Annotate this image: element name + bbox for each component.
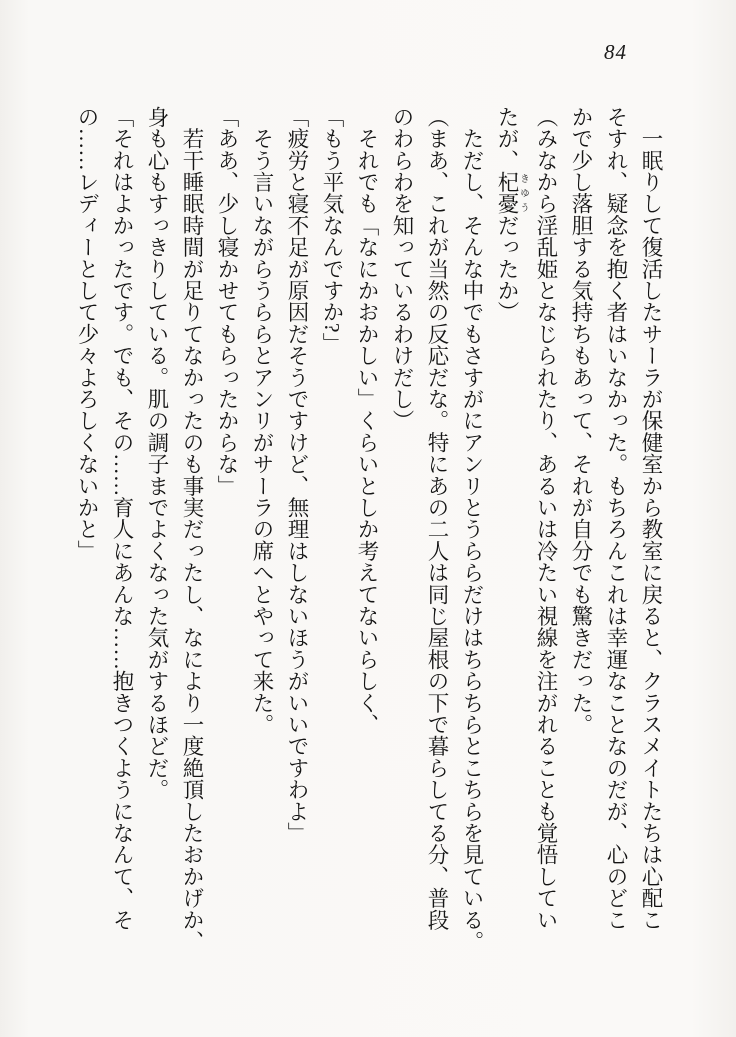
- text-line: 若干睡眠時間が足りてなかったのも事実だったし、なにより一度絶頂したおかげか、: [180, 106, 204, 953]
- furigana-ruby: 杞憂 きゆう: [495, 171, 528, 215]
- page-number: 84: [604, 40, 627, 64]
- text-line: そすれ、疑念を抱く者はいなかった。もちろんこれは幸運なことなのだが、心のどこ: [604, 106, 628, 931]
- text-line: 身も心もすっきりしている。肌の調子までよくなった気がするほどだ。: [145, 106, 169, 801]
- text-line: かで少し落胆する気持ちもあって、それが自分でも驚きだった。: [569, 106, 593, 736]
- text-line: 「ああ、少し寝かせてもらったからな」: [215, 106, 239, 497]
- text-line: ただし、そんな中でもさすがにアンリとうららだけはちらちらとこちらを見ている。: [460, 106, 484, 953]
- text-line: （まあ、これが当然の反応だな。特にあの二人は同じ屋根の下で暮らしてる分、普段: [425, 106, 449, 931]
- text-line: そう言いながらうららとアンリがサーラの席へとやって来た。: [250, 106, 274, 736]
- text-line: それでも「なにかおかしい」くらいとしか考えてないらしく、: [355, 106, 379, 736]
- text-line: の……レディーとして少々よろしくないかと」: [75, 106, 99, 562]
- text-line: （みなから淫乱姫となじられたり、あるいは冷たい視線を注がれることも覚悟してい: [534, 106, 558, 931]
- text-line: 一眠りして復活したサーラが保健室から教室に戻ると、クラスメイトたちは心配こ: [639, 106, 663, 931]
- text-line: 「それはよかったです。でも、その……育人にあんな……抱きつくようになんて、そ: [110, 106, 134, 931]
- text-line: たが、杞憂 きゆうだったか）: [495, 106, 528, 324]
- text-line: 「疲労と寝不足が原因だそうですけど、無理はしないほうがいいですわよ」: [285, 106, 309, 844]
- text-line: 「もう平気なんですか?」: [320, 106, 344, 355]
- text-line: のわらわを知っているわけだし）: [390, 106, 414, 432]
- text-block: [72, 106, 668, 986]
